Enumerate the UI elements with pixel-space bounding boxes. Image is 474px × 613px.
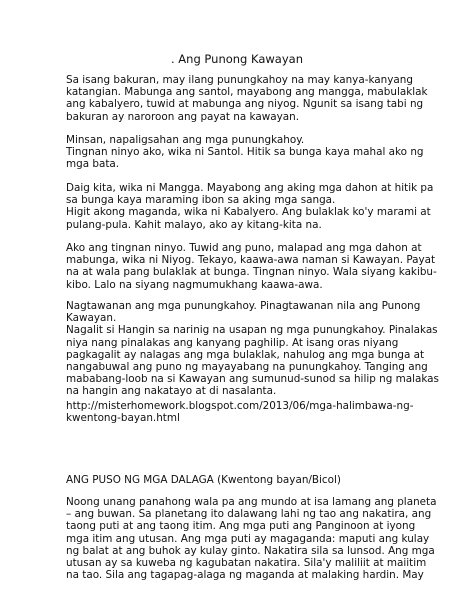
paragraph-4: Ako ang tingnan ninyo. Tuwid ang puno, malapad ang mga dahon at mabunga, wika ni Niyog. Tekayo, kaawa-awa naman si Kawayan. Payat na at wala pang bulaklak at bunga. Tingnan ninyo. Wala siyang kakibu- kibo. Lalo na siyang nagmumukhang kaawa-awa. bbox=[66, 242, 437, 291]
paragraph-1: Sa isang bakuran, may ilang punungkahoy na may kanya-kanyang katangian. Mabunga ang santol, mayabong ang mangga, mabulaklak ang kabalyero, tuwid at mabunga ang niyog. Ngunit sa isang tabi ng bakuran ay naroroon ang payat na kawayan. bbox=[66, 74, 428, 123]
story-title: . Ang Punong Kawayan bbox=[171, 52, 303, 66]
section-paragraph: Noong unang panahong wala pa ang mundo at isa lamang ang planeta – ang buwan. Sa planetang ito dalawang lahi ng tao ang nakatira, ang taong puti at ang taong itim. Ang mga puti ang Panginoon at iyong mga itim ang utusan. Ang mga puti ay magaganda: maputi ang kulay ng balat at ang buhok ay kulay ginto. Nakatira sila sa lunsod. Ang mga utusan ay sa kuweba ng kagubatan nakatira. Sila'y maliliit at maiitim na tao. Sila ang tagapag-alaga ng maganda at malaking hardin. May bbox=[66, 496, 437, 582]
paragraph-2: Minsan, napaligsahan ang mga punungkahoy. Tingnan ninyo ako, wika ni Santol. Hitik sa bunga kaya mahal ako ng mga bata. bbox=[66, 134, 424, 171]
paragraph-3: Daig kita, wika ni Mangga. Mayabong ang aking mga dahon at hitik pa sa bunga kaya maraming ibon sa aking mga sanga. Higit akong maganda, wika ni Kabalyero. Ang bulaklak ko'y marami at pulang-pula. Kahit malayo, ako ay kitang-kita na. bbox=[66, 182, 434, 231]
paragraph-5: Nagtawanan ang mga punungkahoy. Pinagtawanan nila ang Punong Kawayan. Nagalit si Hangin sa narinig na usapan ng mga punungkahoy. Pinalakas niya nang pinalakas ang kanyang paghilip. At isang oras niyang pagkagalit ay nalagas ang mga bulaklak, nahulog ang mga bunga at nangabuwal ang puno ng mayayabang na punungkahoy. Tanging ang mababang-loob na si Kawayan ang sumunud-sunod sa hilip ng malakas na hangin ang nakatayo at di nasalanta. bbox=[66, 300, 439, 398]
source-link[interactable]: http://misterhomework.blogspot.com/2013/06/mga-halimbawa-ng- kwentong-bayan.html bbox=[66, 400, 414, 425]
section-heading: ANG PUSO NG MGA DALAGA (Kwentong bayan/Bicol) bbox=[66, 474, 341, 486]
